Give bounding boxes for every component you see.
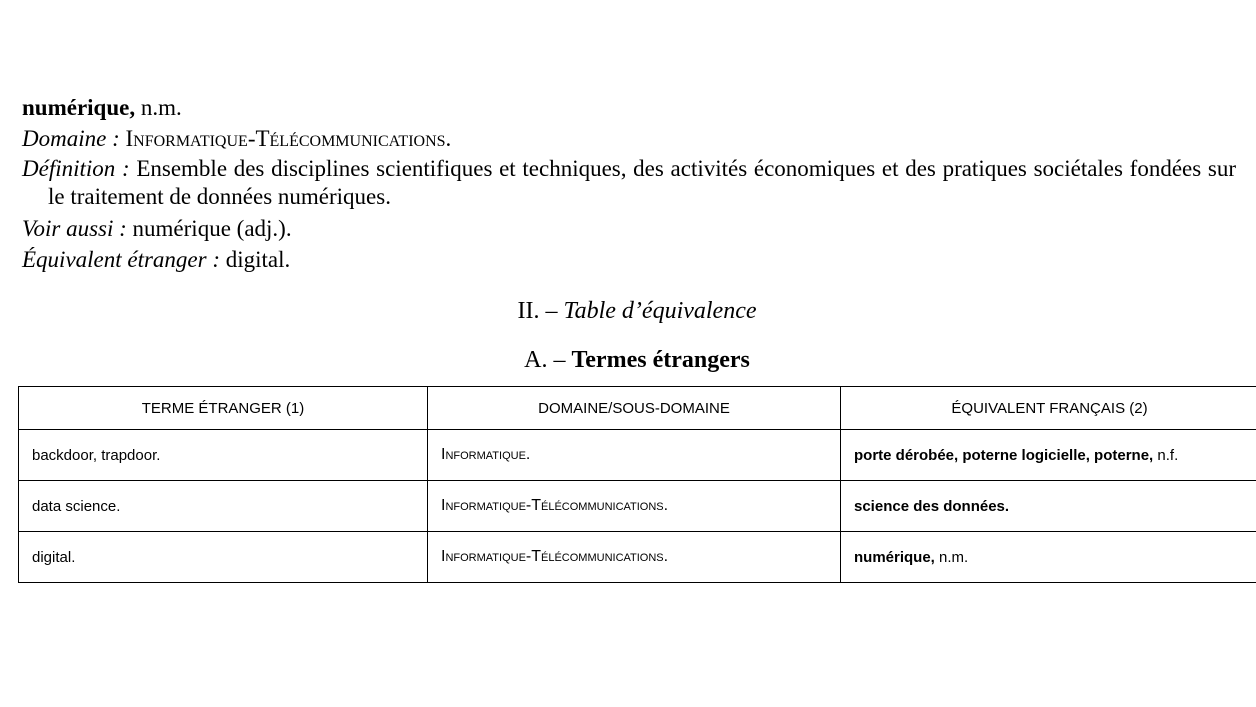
table-row <box>19 532 1256 583</box>
entry-domain-line <box>22 123 1236 154</box>
cell-french-equivalent <box>841 532 1256 583</box>
domain-label: Domaine : <box>22 126 120 151</box>
cell-foreign-term: digital. <box>19 532 428 583</box>
table-row <box>19 430 1256 481</box>
french-term: numérique, <box>854 548 935 566</box>
french-term-pos: n.m. <box>934 548 969 566</box>
subsection-title: Termes étrangers <box>571 347 750 373</box>
cell-domain: Informatique-Télécommunications. <box>428 481 841 532</box>
foreign-equivalent-value: digital. <box>225 247 291 272</box>
cell-french-equivalent <box>841 430 1256 481</box>
subsection-number: A. – <box>524 347 566 373</box>
section-number: II. – <box>517 298 558 324</box>
cell-domain: Informatique-Télécommunications. <box>428 532 841 583</box>
cell-foreign-term: backdoor, trapdoor. <box>19 430 428 481</box>
french-term-pos: n.f. <box>1153 446 1179 464</box>
cell-domain: Informatique. <box>428 430 841 481</box>
cell-french-equivalent <box>841 481 1256 532</box>
table-header-row <box>19 387 1256 430</box>
section-title: Table d’équivalence <box>563 298 757 324</box>
dictionary-entry <box>22 92 1236 275</box>
subsection-heading <box>0 347 1256 374</box>
entry-part-of-speech: n.m. <box>140 95 182 120</box>
equivalence-table <box>18 386 1256 583</box>
foreign-equivalent-label: Équivalent étranger : <box>22 247 221 272</box>
cell-foreign-term: data science. <box>19 481 428 532</box>
entry-see-also-line <box>22 213 1236 244</box>
entry-term: numérique, <box>22 95 136 120</box>
domain-value: Informatique-Télécommunications. <box>125 126 452 151</box>
section-heading <box>0 298 1256 325</box>
french-term: science des données. <box>854 497 1010 515</box>
entry-foreign-equivalent-line <box>22 244 1236 275</box>
column-header-domain: DOMAINE/SOUS-DOMAINE <box>428 387 841 430</box>
see-also-value: numérique (adj.). <box>132 216 292 241</box>
column-header-french-equivalent: ÉQUIVALENT FRANÇAIS (2) <box>841 387 1256 430</box>
definition-text: Ensemble des disciplines scientifiques et techniques, des activités économiques et des pratiques sociétales fondées sur le traitement de données numériques. <box>48 156 1236 209</box>
column-header-foreign-term: TERME ÉTRANGER (1) <box>19 387 428 430</box>
entry-headword-line <box>22 92 1236 123</box>
definition-label: Définition : <box>22 156 130 181</box>
entry-definition <box>22 155 1236 211</box>
see-also-label: Voir aussi : <box>22 216 127 241</box>
french-term: porte dérobée, poterne logicielle, poterne, <box>854 446 1154 464</box>
table-row <box>19 481 1256 532</box>
